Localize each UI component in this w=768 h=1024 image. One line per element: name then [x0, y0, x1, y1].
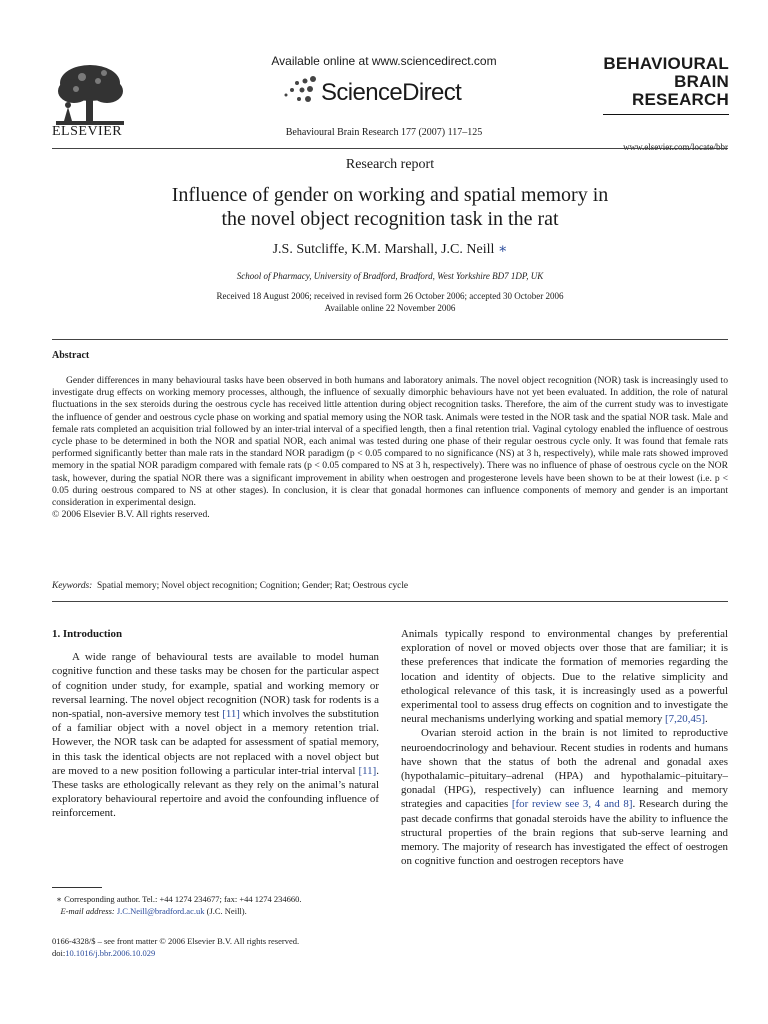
footnote-divider: [52, 887, 102, 888]
body-paragraph: [52, 650, 379, 820]
article-title: [0, 183, 768, 231]
paragraph-text: A wide range of behavioural tests are available to model human cognitive function and these tasks may be chosen for the particular aspect of cognition under study, for example, spatial and working memory or reversal learning. The novel object recognition (NOR) task for rodents is a non-spatial, non-aversive memory test: [52, 651, 379, 721]
available-online-date: Available online 22 November 2006: [324, 303, 456, 313]
abstract-body: [52, 375, 728, 521]
journal-logo: [603, 55, 729, 115]
body-column-right: [401, 627, 728, 868]
sciencedirect-logo: [283, 73, 483, 113]
keywords: [52, 581, 728, 591]
corresponding-author-note: [52, 893, 382, 905]
citation-link[interactable]: [7,20,45]: [665, 713, 705, 726]
received-dates: Received 18 August 2006; received in revised form 26 October 2006; accepted 30 October 2006: [216, 291, 564, 301]
body-column-left: [52, 627, 379, 821]
body-paragraph: [401, 726, 728, 868]
paragraph-text: Ovarian steroid action in the brain is not limited to reproductive neuroendocrinology and behaviour. Recent studies in rodents and humans have shown that the status of both the adrenal and gonadal axes (hypothalamic–pituitary–adrenal (HPA) and hypothalamic–pituitary–gonadal (HPG), respectively) can influence learning and memory strategies and capacities: [401, 727, 728, 811]
email-label: E-mail address:: [60, 906, 115, 916]
title-line: the novel object recognition task in the rat: [221, 208, 559, 230]
paragraph-text: .: [704, 713, 708, 726]
journal-logo-line: BEHAVIOURAL: [603, 54, 729, 73]
citation-link[interactable]: [11]: [222, 708, 240, 721]
footnote-text: Corresponding author. Tel.: +44 1274 234677; fax: +44 1274 234660.: [62, 894, 302, 904]
header-divider: [52, 148, 728, 149]
citation-link[interactable]: [for review see 3, 4 and 8]: [511, 798, 633, 811]
issn-line: 0166-4328/$ – see front matter © 2006 Elsevier B.V. All rights reserved.: [52, 936, 300, 946]
authors-text: J.S. Sutcliffe, K.M. Marshall, J.C. Neill: [272, 242, 495, 257]
abstract-heading: Abstract: [52, 350, 90, 361]
available-online-banner: Available online at www.sciencedirect.com: [271, 54, 497, 68]
author-affiliation: School of Pharmacy, University of Bradford, Bradford, West Yorkshire BD7 1DP, UK: [236, 271, 544, 281]
footnote: [52, 893, 382, 917]
abstract-text: Gender differences in many behavioural tasks have been observed in both humans and laboratory animals. The novel object recognition (NOR) task is increasingly used to investigate drug effects on working memory processes, although, the influence of sexually dimorphic behaviours have not yet been evaluated. In addition, the role of natural fluctuations in the sex steroids during the oestrous cycle has received little attention during object recognition tasks. Therefore, the aim of the current study was to investigate the influence of gender and oestrous cycle phase on working and spatial memory using the NOR task. Animals were tested in the NOR task and the spatial NOR task. Male and female rats completed an acquisition trial followed by an inter-trial interval of a specified length, then a final retention trial. Vaginal cytology enabled the influence of oestrous cycle phase to be determined in both the NOR and spatial NOR, each animal was tested during one phase of their regular oestrous cycle only. It was found that female rats performed significantly better than male rats in the standard NOR paradigm (p < 0.05 compared to no significance (NS) at 3 h, respectively), while male rats showed improved memory in the spatial NOR paradigm compared with female rats (p < 0.05 compared to NS at 3 h, respectively). There was no influence of phase of oestrous cycle on the NOR task, however, during the spatial NOR there was a significant improvement in ability when oestrogen and progesterone levels have been shown to be at their lowest (i.e. p < 0.05 during oestrous compared to NS at other stages). In conclusion, it is clear that gonadal hormones can influence components of memory and gender is an important consideration in experimental design.: [52, 375, 728, 509]
author-list: [0, 241, 768, 258]
title-line: Influence of gender on working and spatial memory in: [171, 184, 609, 206]
sciencedirect-wordmark: ScienceDirect: [321, 79, 462, 106]
abstract-copyright: © 2006 Elsevier B.V. All rights reserved.: [52, 509, 210, 521]
article-type: Research report: [345, 157, 435, 172]
paragraph-text: Animals typically respond to environmental changes by preferential exploration of novel or moved objects over those that are familiar; it is these preferences that indicate the formation of memories regarding the location and identity of objects. Due to the relative simplicity and ethological relevance of this task, it is increasingly used as a powerful experimental tool to assess drug effects on cognition and to investigate the neural mechanisms underlying working and spatial memory: [401, 628, 728, 726]
publisher-name: ELSEVIER: [52, 124, 123, 139]
front-matter: [52, 935, 382, 959]
keywords-divider: [52, 601, 728, 602]
keywords-list: Spatial memory; Novel object recognition; Cognition; Gender; Rat; Oestrous cycle: [96, 581, 409, 591]
doi-link[interactable]: 10.1016/j.bbr.2006.10.029: [65, 948, 156, 958]
body-paragraph: [401, 627, 728, 726]
citation-link[interactable]: [11]: [358, 764, 377, 777]
email-note: [52, 905, 382, 917]
journal-reference: Behavioural Brain Research 177 (2007) 117–125: [285, 127, 483, 138]
corresponding-author-mark[interactable]: ∗: [497, 242, 508, 257]
paragraph-text: which involves the substitution of a familiar object with a novel object in a memory retention trial. However, the NOR task can be adapted for assessment of spatial memory, in this task the identical objects are not replaced with a novel object but are moved to a new position following a particular inter-trial interval: [52, 708, 379, 777]
keywords-label: Keywords:: [52, 581, 93, 591]
paragraph-text: . Research during the past decade confirms that gonadal steroids have the ability to influence the structural properties of the brain regions that sub-serve learning and memory. The majority of research has investigated the effect of oestrogen on cognitive function and oestrogen receptors have: [401, 798, 728, 868]
article-dates: [0, 290, 768, 314]
sciencedirect-dots-icon: [283, 73, 319, 109]
journal-url[interactable]: www.elsevier.com/locate/bbr: [623, 142, 728, 152]
paragraph-text: . These tasks are ethologically relevant as they rely on the animal’s natural exploratory behavioural repertoire and avoid the confounding influence of reinforcement.: [52, 764, 379, 820]
doi-label: doi:: [52, 948, 66, 958]
email-link[interactable]: J.C.Neill@bradford.ac.uk: [116, 906, 205, 916]
journal-logo-line: BRAIN: [674, 72, 729, 91]
email-suffix: (J.C. Neill).: [204, 906, 247, 916]
doi-line: [52, 947, 382, 959]
abstract-divider: [52, 339, 728, 340]
journal-logo-line: RESEARCH: [631, 90, 729, 109]
footnote-mark: ∗: [56, 894, 63, 904]
section-heading: 1. Introduction: [52, 628, 122, 640]
